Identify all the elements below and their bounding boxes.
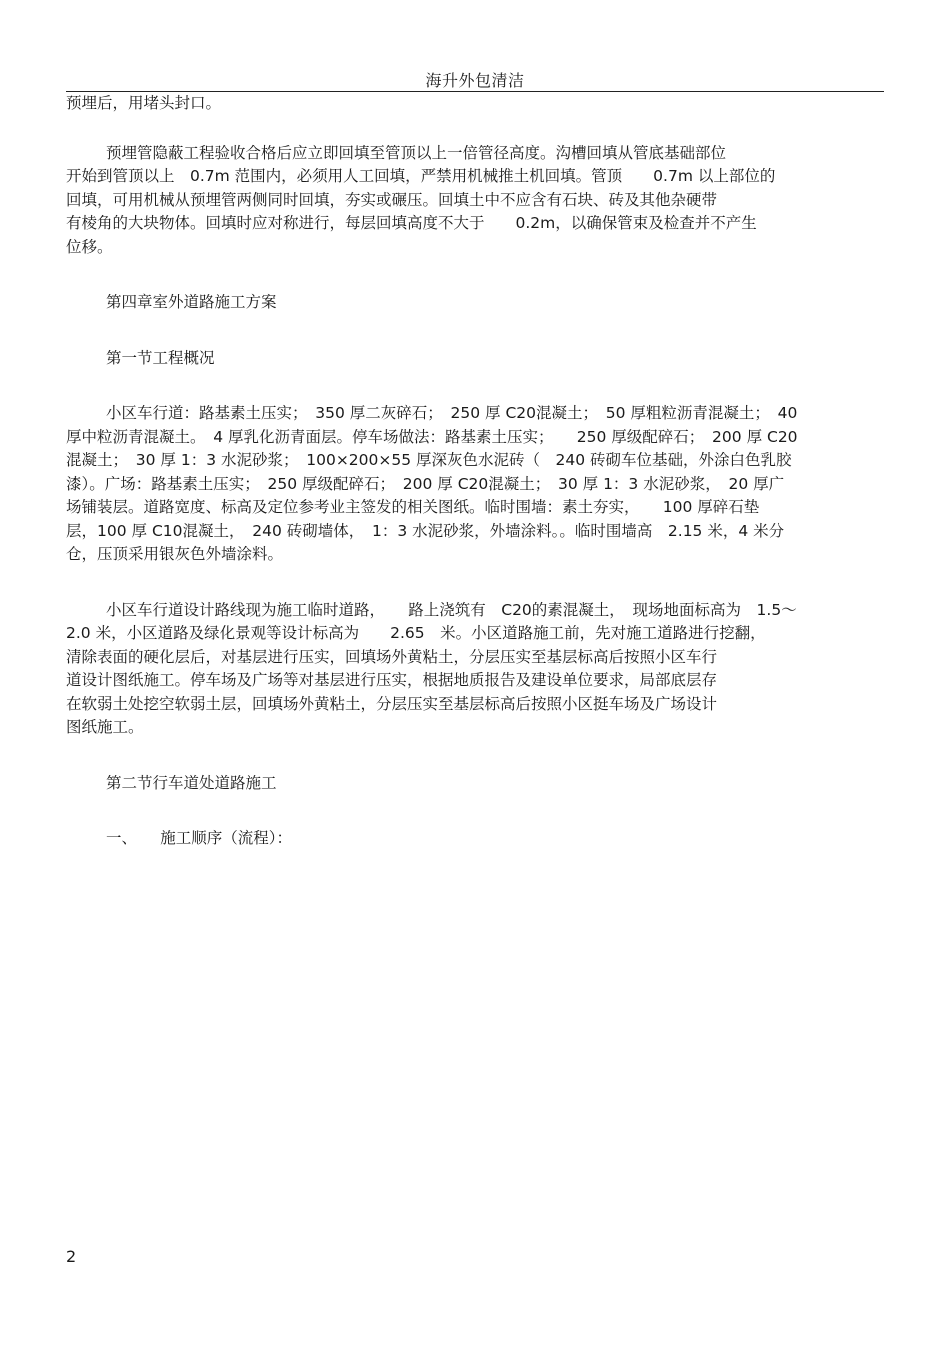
spacer: [66, 315, 888, 347]
paragraph-line: 预埋管隐蔽工程验收合格后应立即回填至管顶以上一倍管径高度。沟槽回填从管底基础部位: [106, 143, 727, 162]
paragraph-line: 仓，压顶采用银灰色外墙涂料。: [66, 545, 284, 563]
paragraph-line: 层，100 厚 C10混凝土， 240 砖砌墙体， 1：3 水泥砂浆，外墙涂料。。临时围墙高 2.15 米，4 米分: [66, 521, 785, 540]
list-item: 一、 施工顺序（流程）：: [106, 829, 293, 847]
paragraph-line: 预埋后，用堵头封口。: [66, 94, 222, 112]
page-number: 2: [66, 1247, 77, 1266]
paragraph-line: 图纸施工。: [66, 718, 144, 736]
paragraph-line: 小区车行道：路基素土压实； 350 厚二灰碎石； 250 厚 C20混凝土； 50 厚粗粒沥青混凝土； 40: [106, 404, 798, 422]
paragraph-line: 场铺装层。道路宽度、标高及定位参考业主签发的相关图纸。临时围墙：素土夯实， 100 厚碎石垫: [66, 498, 760, 516]
paragraph-line: 位移。: [66, 237, 113, 256]
spacer: [66, 370, 888, 402]
paragraph-line: 2.0 米，小区道路及绿化景观等设计标高为 2.65 米。小区道路施工前，先对施工道路进行挖翻，: [66, 624, 766, 642]
paragraph-line: 厚中粒沥青混凝土。 4 厚乳化沥青面层。停车场做法：路基素土压实； 250 厚级配碎石； 200 厚 C20: [66, 427, 798, 446]
paragraph-line: 开始到管顶以上 0.7m 范围内，必须用人工回填，严禁用机械推土机回填。管顶 0.7m 以上部位的: [66, 167, 776, 185]
spacer: [66, 740, 888, 772]
chapter-heading: 第四章室外道路施工方案: [106, 293, 277, 311]
paragraph-line: 混凝土； 30 厚 1：3 水泥砂浆； 100×200×55 厚深灰色水泥砖（ 240 砖砌车位基础，外涂白色乳胶: [66, 451, 792, 469]
paragraph-line: 回填，可用机械从预埋管两侧同时回填，夯实或碾压。回填土中不应含有石块、砖及其他杂硬带: [66, 190, 718, 209]
paragraph-line: 在软弱土处挖空软弱土层，回填场外黄粘土，分层压实至基层标高后按照小区挺车场及广场设计: [66, 694, 718, 713]
section-heading: 第二节行车道处道路施工: [106, 773, 277, 792]
paragraph-line: 有棱角的大块物体。回填时应对称进行，每层回填高度不大于 0.2m，以确保管束及检查并不产生: [66, 214, 757, 232]
paragraph-line: 小区车行道设计路线现为施工临时道路， 路上浇筑有 C20的素混凝土， 现场地面标高为 1.5～: [106, 600, 797, 619]
page-header-title: 海升外包清洁: [425, 71, 525, 90]
section-heading: 第一节工程概况: [106, 348, 215, 367]
document-body: [66, 92, 888, 851]
spacer: [66, 567, 888, 599]
spacer: [66, 259, 888, 291]
spacer: [66, 116, 888, 142]
paragraph-line: 漆）。广场：路基素土压实； 250 厚级配碎石； 200 厚 C20混凝土； 30 厚 1：3 水泥砂浆， 20 厚广: [66, 474, 785, 493]
spacer: [66, 795, 888, 827]
paragraph-line: 道设计图纸施工。停车场及广场等对基层进行压实，根据地质报告及建设单位要求，局部底层存: [66, 671, 718, 689]
paragraph-line: 清除表面的硬化层后，对基层进行压实，回填场外黄粘土，分层压实至基层标高后按照小区车行: [66, 647, 718, 666]
